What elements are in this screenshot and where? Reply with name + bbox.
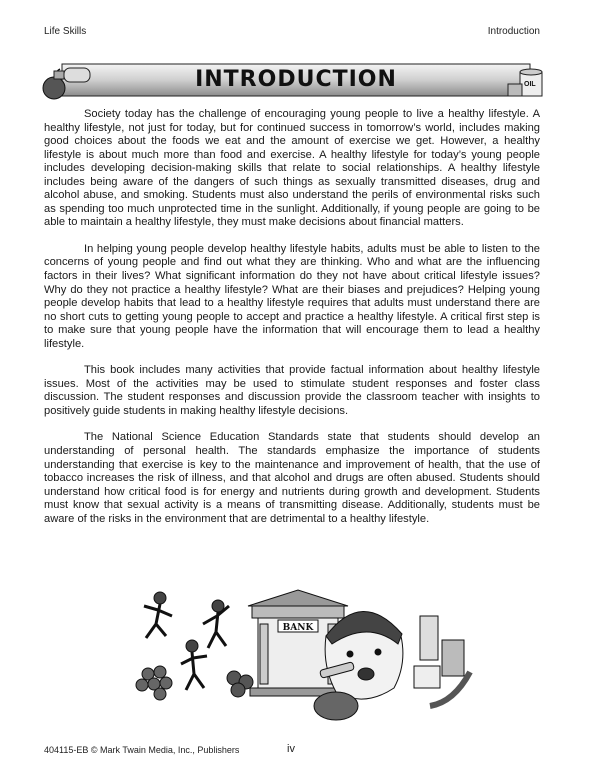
paragraph: This book includes many activities that provide factual information about healthy lifestyle issues. Most of the activities may be used to stimulate student responses and foster class discussion. The student responses and discussion provide the classroom teacher with insights to positively guide students in making healthy lifestyle decisions. [44, 364, 540, 417]
oil-label: OIL [524, 81, 536, 88]
berries-icon [227, 671, 253, 697]
header-left: Life Skills [44, 26, 87, 37]
header-right: Introduction [487, 26, 540, 37]
page-number: iv [287, 743, 295, 755]
paragraph: Society today has the challenge of encouraging young people to live a healthy lifestyle. A healthy lifestyle, not just for today, but for continued success in tomorrow’s world, includes making good choices about the foods we eat and the amount of exercise we get. However, a healthy lifestyle is about much more than food and exercise. A healthy lifestyle for today’s young people includes developing decision-making skills that relate to social relationships. A healthy lifestyle includes being aware of the dangers of such things as sexually transmitted diseases, drug and alcohol abuse, and smoking. Students must also understand the perils of environmental risks such as spending too much unprotected time in the sunlight. Additionally, if young people are going to be able to maintain a healthy lifestyle, they must make decisions about financial matters. [44, 108, 540, 229]
lifestyle-illustration [130, 586, 480, 726]
page-title: INTRODUCTION [195, 67, 397, 92]
bank-sign: BANK [282, 623, 314, 633]
body-text [44, 108, 540, 539]
paragraph: The National Science Education Standards state that students should develop an understanding of personal health. The standards emphasize the importance of students understanding that exercise is key to the maintenance and improvement of health, that the use of tobacco increases the risk of illness, and that alcohol and drugs are often abused. Students should understand how critical food is for energy and nutrients during growth and development. Students must know that sexual activity is a means of transmitting disease. Additionally, students must be aware of the risks in the environment that are detrimental to a healthy lifestyle. [44, 431, 540, 525]
paragraph: In helping young people develop healthy lifestyle habits, adults must be able to listen to the concerns of young people and find out what they are thinking. Who and what are the influencing factors in their lives? What significant information do they not have about critical lifestyle issues? Why do they not practice a healthy lifestyle? What are their biases and prejudices? Helping young people develop habits that lead to a healthy lifestyle requires that adults must understand there are no short cuts to getting young people to accept and practice a healthy lifestyle. A critical first step is to make sure that young people have the information that will encourage them to lead a healthy lifestyle. [44, 242, 540, 350]
title-banner [42, 62, 550, 100]
grapes-icon [136, 666, 172, 700]
running-header [44, 26, 540, 37]
footer-credit: 404115-EB © Mark Twain Media, Inc., Publishers [44, 745, 240, 755]
